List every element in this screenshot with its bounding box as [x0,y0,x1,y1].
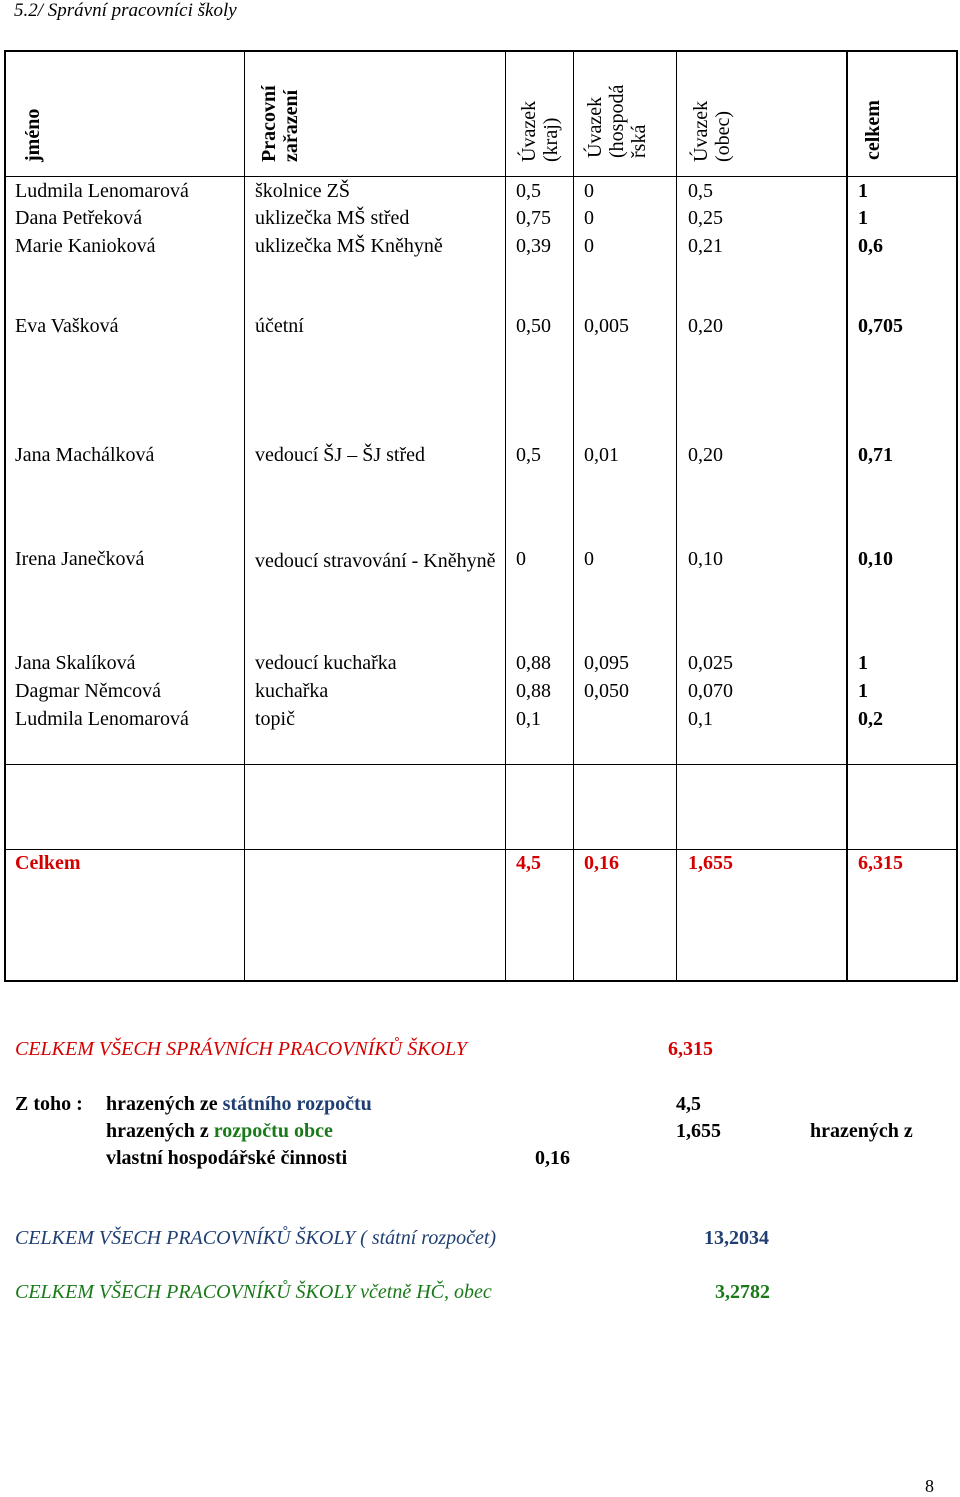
header-hc: Úvazek (hospodá řská [584,84,650,158]
cell-total: 1 [858,680,868,702]
cell-kraj: 0,75 [516,207,551,229]
all-hc-label: CELKEM VŠECH PRACOVNÍKŮ ŠKOLY včetně HČ, obec [15,1281,492,1303]
cell-position: vedoucí kuchařka [255,652,397,674]
cell-kraj: 0,88 [516,680,551,702]
cell-total: 1 [858,207,868,229]
cell-total: 1 [858,180,868,202]
page-number: 8 [925,1476,934,1496]
cell-position: kuchařka [255,680,329,702]
cell-hc: 0,01 [584,444,619,466]
cell-obec: 0,5 [688,180,713,202]
state-budget-text: státního rozpočtu [222,1093,372,1115]
header-obec: Úvazek (obec) [690,100,734,162]
cell-kraj: 0,50 [516,315,551,337]
obec-line: hrazených z rozpočtu obce [106,1120,333,1142]
cell-hc: 0,050 [584,680,629,702]
totals-hc: 0,16 [584,852,619,874]
z-toho-label: Z toho : [15,1093,83,1115]
cell-obec: 0,20 [688,315,723,337]
totals-label: Celkem [15,852,81,874]
all-state-value: 13,2034 [704,1227,769,1249]
cell-total: 0,2 [858,708,883,730]
column-divider [676,50,677,982]
cell-gap [246,851,504,979]
cell-hc: 0 [584,207,594,229]
totals-kraj: 4,5 [516,852,541,874]
cell-hc: 0 [584,548,594,570]
cell-name: Jana Machálková [15,444,155,466]
all-admin-value: 6,315 [668,1038,713,1060]
cell-gap [10,510,240,545]
cell-hc: 0 [584,180,594,202]
hc-value: 0,16 [535,1147,570,1169]
cell-hc: 0,005 [584,315,629,337]
row-divider [4,849,958,850]
cell-kraj: 0,1 [516,708,541,730]
header-name: jméno [22,108,44,162]
cell-total: 0,71 [858,444,893,466]
cell-obec: 0,070 [688,680,733,702]
cell-name: Dagmar Němcová [15,680,162,702]
header-hc-clip [580,52,674,158]
header-position: Pracovní zařazení [258,85,302,162]
column-divider [505,50,506,982]
cell-position: uklizečka MŠ střed [255,207,410,229]
cell-hc: 0,095 [584,652,629,674]
cell-position: uklizečka MŠ Kněhyně [255,235,443,257]
cell-position: účetní [255,315,304,337]
cell-obec: 0,20 [688,444,723,466]
totals-obec: 1,655 [688,852,733,874]
cell-name: Jana Skalíková [15,652,136,674]
cell-position: vedoucí stravování - Kněhyně [255,550,496,572]
cell-obec: 0,10 [688,548,723,570]
header-total: celkem [862,100,884,160]
cell-kraj: 0 [516,548,526,570]
cell-name: Ludmila Lenomarová [15,180,189,202]
cell-name: Marie Kanioková [15,235,156,257]
cell-gap [10,734,240,762]
row-divider [4,176,958,177]
cell-hc: 0 [584,235,594,257]
hc-line-1: hrazených z [810,1120,913,1142]
totals-total: 6,315 [858,852,903,874]
cell-kraj: 0,39 [516,235,551,257]
cell-name: Irena Janečková [15,548,145,570]
cell-gap [246,410,504,440]
hc-line-2: vlastní hospodářské činnosti [106,1147,348,1169]
cell-position: školnice ZŠ [255,180,350,202]
cell-kraj: 0,5 [516,180,541,202]
cell-total: 0,6 [858,235,883,257]
column-divider [846,50,848,982]
state-line: hrazených ze státního rozpočtu [106,1093,372,1115]
cell-total: 0,705 [858,315,903,337]
obec-budget-text: rozpočtu obce [213,1120,333,1142]
cell-position: topič [255,708,295,730]
cell-obec: 0,1 [688,708,713,730]
cell-total: 0,10 [858,548,893,570]
cell-name: Dana Petřeková [15,207,143,229]
all-hc-value: 3,2782 [715,1281,770,1303]
all-state-label: CELKEM VŠECH PRACOVNÍKŮ ŠKOLY ( státní rozpočet) [15,1227,497,1249]
cell-name: Ludmila Lenomarová [15,708,189,730]
cell-obec: 0,21 [688,235,723,257]
obec-value: 1,655 [676,1120,721,1142]
row-divider [4,764,958,765]
all-admin-label: CELKEM VŠECH SPRÁVNÍCH PRACOVNÍKŮ ŠKOLY [15,1038,467,1060]
cell-position: vedoucí ŠJ – ŠJ střed [255,444,425,466]
state-value: 4,5 [676,1093,701,1115]
section-heading: 5.2/ Správní pracovníci školy [14,0,237,21]
cell-name: Eva Vašková [15,315,119,337]
cell-kraj: 0,5 [516,444,541,466]
column-divider [573,50,574,982]
column-divider [244,50,245,982]
cell-gap [10,268,240,308]
cell-obec: 0,25 [688,207,723,229]
cell-total: 1 [858,652,868,674]
cell-gap [10,612,240,652]
cell-kraj: 0,88 [516,652,551,674]
header-kraj: Úvazek (kraj) [518,100,562,162]
cell-obec: 0,025 [688,652,733,674]
